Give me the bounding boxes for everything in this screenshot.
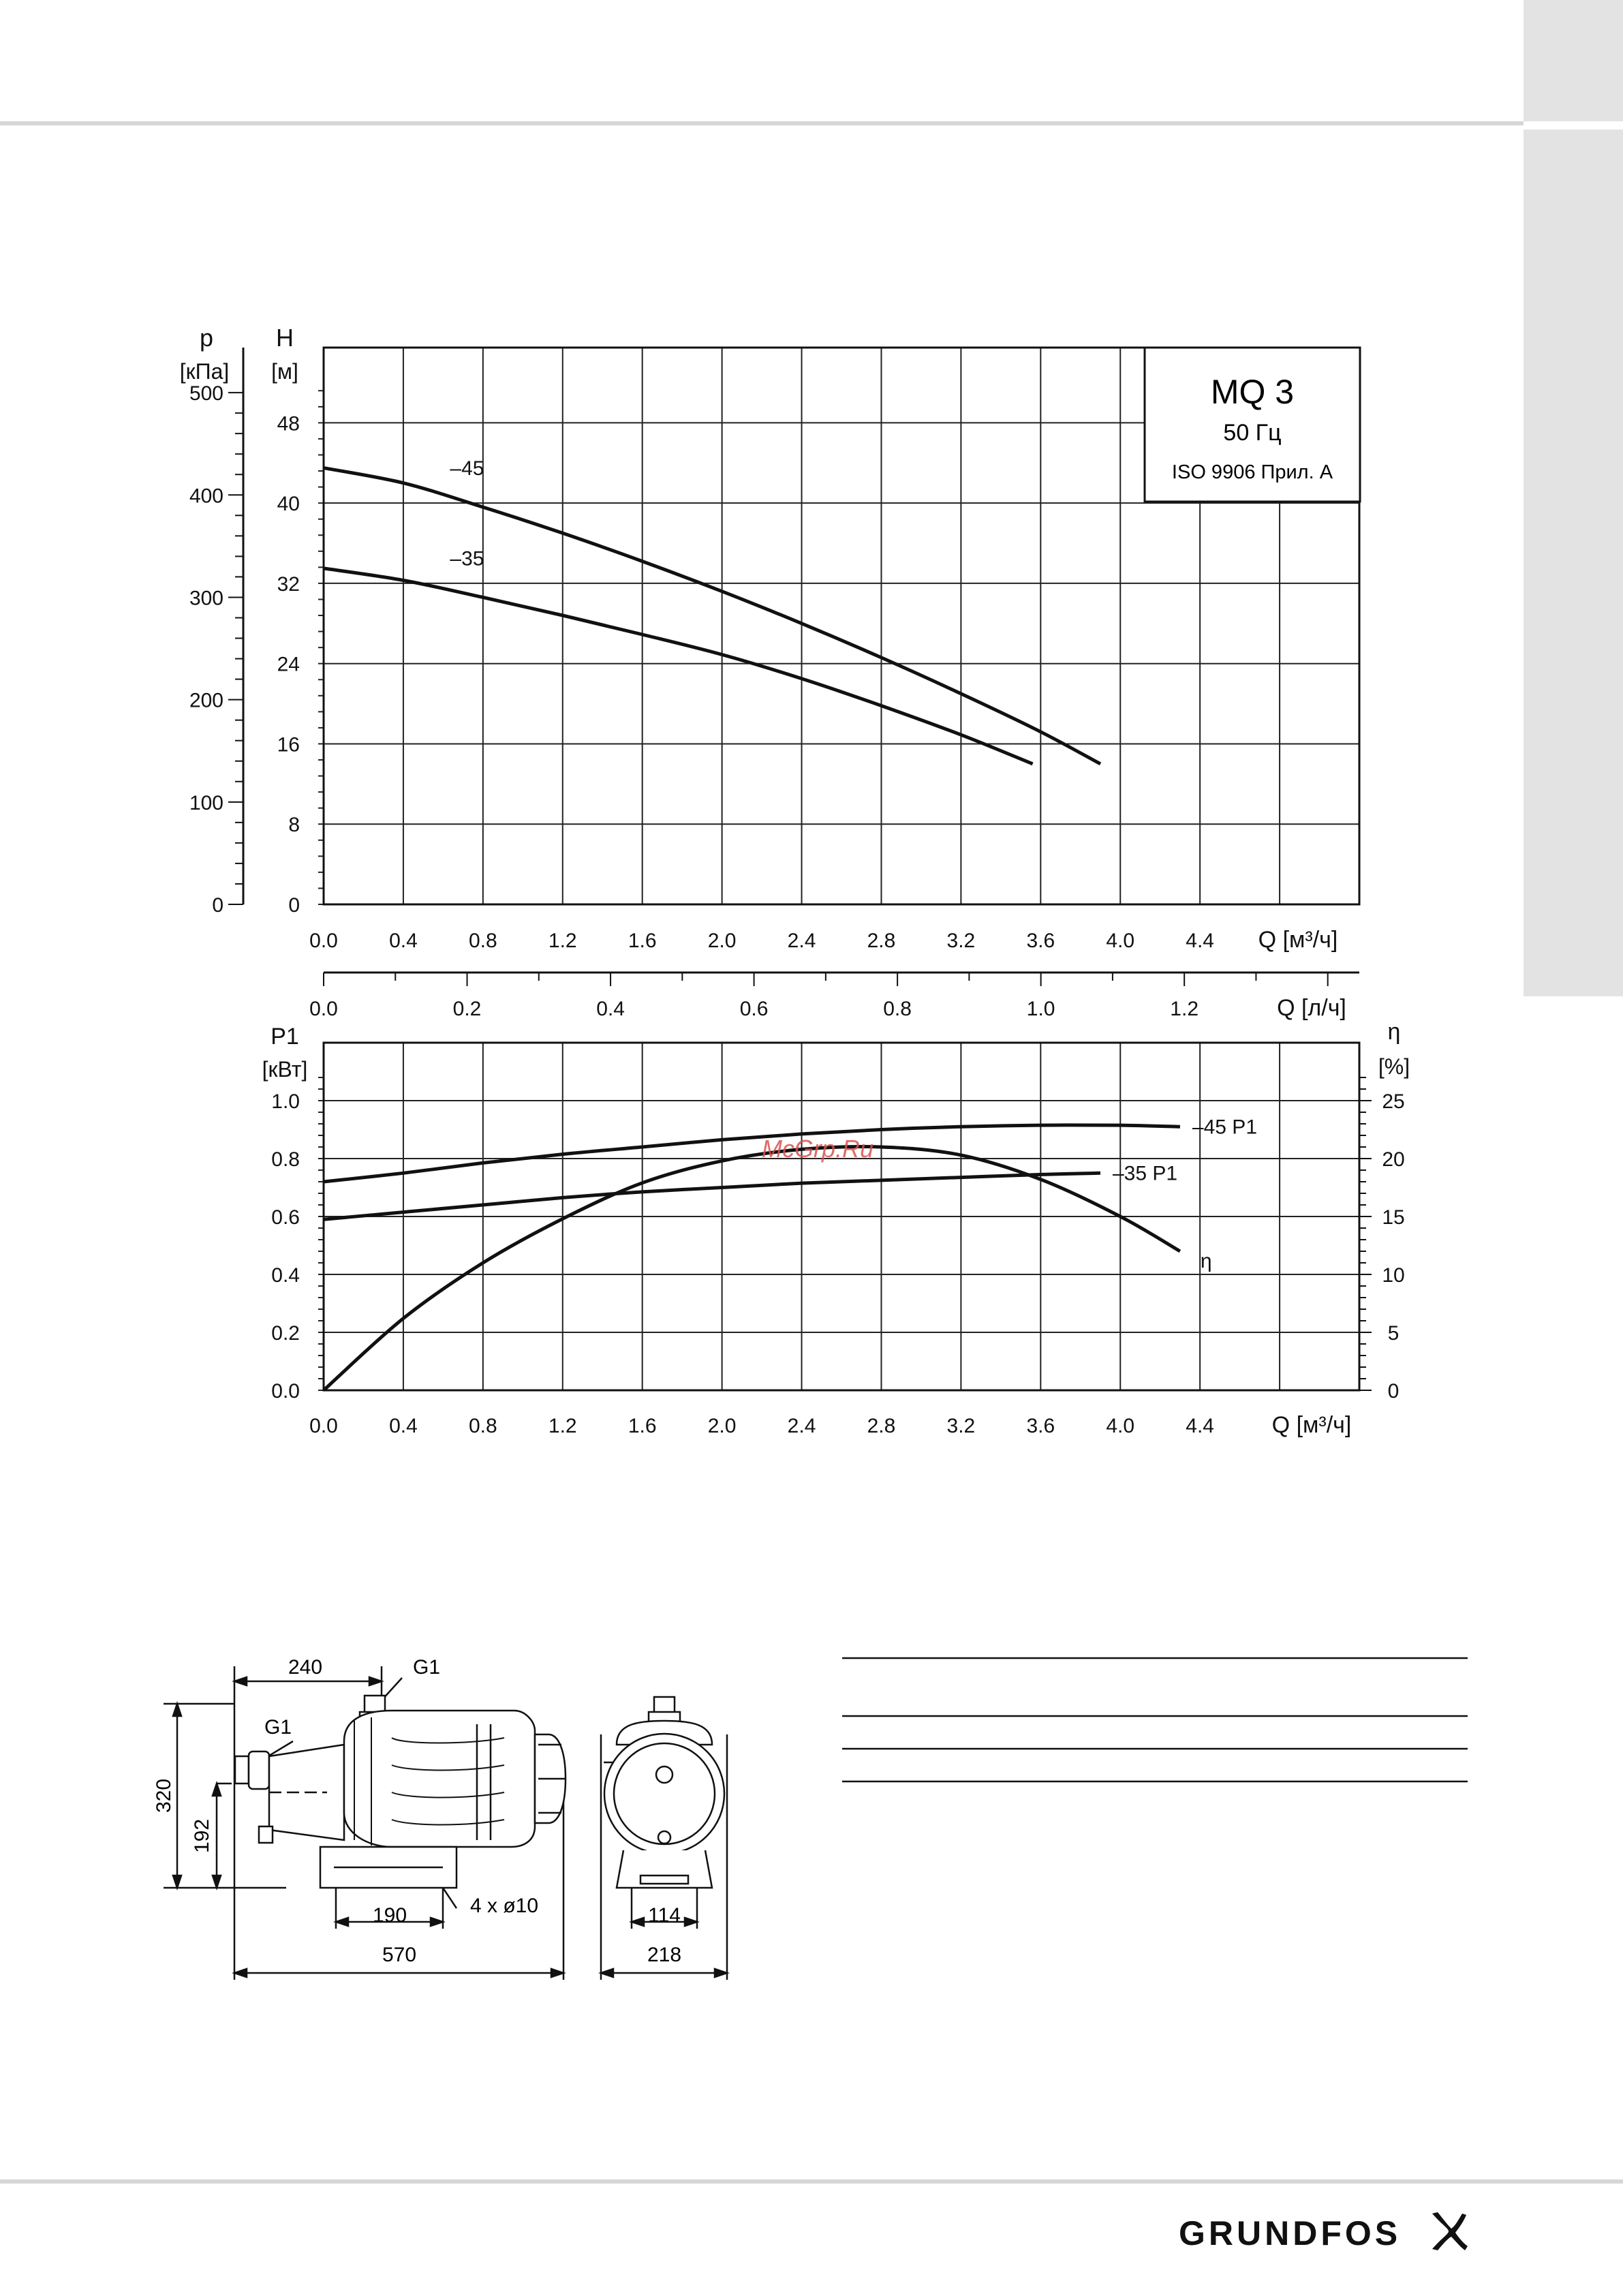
flow-lh-tick-label: 0.0 <box>309 998 338 1020</box>
dim-190: 190 <box>372 1904 407 1927</box>
x-tick-label: 4.0 <box>1106 930 1135 952</box>
standard-label: ISO 9906 Прил. A <box>1171 461 1333 483</box>
y-tick-label: 48 <box>277 412 300 435</box>
dimension-drawing-front <box>601 1697 727 1980</box>
eta-axis-unit: [%] <box>1378 1054 1410 1079</box>
x-tick-label: 4.4 <box>1186 1415 1215 1437</box>
pressure-tick-label: 300 <box>189 587 223 610</box>
y-tick-label: 1.0 <box>271 1090 300 1113</box>
flow-lh-tick-label: 0.2 <box>452 998 482 1020</box>
y-tick-label: 24 <box>277 653 300 676</box>
brand-name: GRUNDFOS <box>1179 2214 1402 2252</box>
model-label: MQ 3 <box>1210 373 1295 411</box>
y-tick-label: 0.2 <box>271 1322 300 1345</box>
pressure-tick-label: 200 <box>189 689 223 712</box>
grundfos-x-icon <box>1428 2208 1469 2254</box>
frequency-label: 50 Гц <box>1223 420 1282 446</box>
x-tick-label: 2.8 <box>867 1415 896 1437</box>
x-tick-label: 1.2 <box>548 1415 577 1437</box>
dim-192: 192 <box>191 1818 213 1854</box>
eta-tick-label: 0 <box>1387 1380 1400 1403</box>
flow-lh-tick-label: 1.2 <box>1170 998 1199 1020</box>
power-efficiency-chart <box>262 1019 1410 1438</box>
series-label: –45 <box>450 457 484 480</box>
y-tick-label: 0.8 <box>271 1148 300 1171</box>
eta-axis-symbol: η <box>1387 1019 1401 1045</box>
series-line-minus45 <box>324 468 1100 764</box>
flow-lh-tick-label: 0.6 <box>739 998 769 1020</box>
y-tick-label: 0 <box>288 894 300 917</box>
flow-lh-tick-label: 0.8 <box>883 998 912 1020</box>
x-tick-label: 0.0 <box>309 1415 338 1437</box>
y-tick-label: 0.6 <box>271 1206 300 1229</box>
flow-lh-axis <box>309 973 1359 1021</box>
y-tick-label: 8 <box>288 814 300 837</box>
x-tick-label: 0.4 <box>389 930 418 952</box>
x-tick-label: 0.0 <box>309 930 338 952</box>
x-tick-label: 0.8 <box>468 930 497 952</box>
eta-tick-label: 10 <box>1382 1264 1405 1287</box>
x-tick-label: 1.6 <box>628 1415 657 1437</box>
pressure-tick-label: 0 <box>212 894 223 917</box>
series-label: –35 <box>450 547 484 570</box>
pressure-axis-symbol: p <box>199 324 214 352</box>
x-tick-label: 4.4 <box>1186 930 1215 952</box>
x-tick-label: 2.4 <box>787 1415 816 1437</box>
series-line-2 <box>324 1146 1180 1390</box>
y-axis-symbol: P1 <box>270 1024 299 1050</box>
watermark: McGrp.Ru <box>761 1135 874 1163</box>
dim-holes: 4 x ø10 <box>469 1895 539 1917</box>
x-tick-label: 2.8 <box>867 930 896 952</box>
flow-lh-axis-label: Q [л/ч] <box>1277 995 1346 1021</box>
dim-320: 320 <box>153 1778 175 1813</box>
x-tick-label: 2.0 <box>707 930 737 952</box>
eta-tick-label: 20 <box>1382 1148 1405 1171</box>
x-tick-label: 2.4 <box>787 930 816 952</box>
series-line-minus35 <box>324 568 1033 764</box>
x-tick-label: 1.6 <box>628 930 657 952</box>
x-tick-label: 3.2 <box>946 930 976 952</box>
x-tick-label: 1.2 <box>548 930 577 952</box>
pressure-tick-label: 100 <box>189 791 223 814</box>
dim-570: 570 <box>382 1944 417 1966</box>
brand-logo <box>1179 2205 1479 2260</box>
dim-114: 114 <box>648 1904 681 1927</box>
eta-tick-label: 15 <box>1382 1206 1405 1229</box>
y-tick-label: 32 <box>277 572 300 596</box>
pressure-tick-label: 500 <box>189 382 223 405</box>
dimension-table <box>842 1658 1468 1781</box>
x-axis-label: Q [м³/ч] <box>1258 927 1338 953</box>
x-tick-label: 2.0 <box>707 1415 737 1437</box>
x-tick-label: 3.2 <box>946 1415 976 1437</box>
dim-g1-top: G1 <box>412 1656 441 1679</box>
y-tick-label: 40 <box>277 493 300 516</box>
x-tick-label: 4.0 <box>1106 1415 1135 1437</box>
y-tick-label: 0.0 <box>271 1380 300 1403</box>
y-tick-label: 0.4 <box>271 1264 300 1287</box>
dim-240: 240 <box>288 1656 323 1679</box>
y-axis-unit: [кВт] <box>262 1057 308 1082</box>
model-legend-box <box>1145 348 1360 502</box>
y-axis-unit: [м] <box>271 359 298 384</box>
x-tick-label: 3.6 <box>1026 1415 1055 1437</box>
dimension-drawing-side <box>164 1666 566 1980</box>
x-tick-label: 0.8 <box>468 1415 497 1437</box>
x-tick-label: 0.4 <box>389 1415 418 1437</box>
x-axis-label: Q [м³/ч] <box>1271 1412 1352 1438</box>
x-tick-label: 3.6 <box>1026 930 1055 952</box>
eta-tick-label: 25 <box>1382 1090 1405 1113</box>
y-axis-symbol: H <box>276 324 294 352</box>
series-label: η <box>1200 1250 1212 1272</box>
dim-g1-side: G1 <box>264 1716 292 1739</box>
series-label: –45 P1 <box>1192 1116 1258 1139</box>
series-line-1 <box>324 1173 1100 1219</box>
flow-lh-tick-label: 1.0 <box>1026 998 1055 1020</box>
y-tick-label: 16 <box>277 733 300 756</box>
eta-tick-label: 5 <box>1387 1322 1400 1345</box>
pressure-axis-unit: [кПа] <box>179 359 230 384</box>
dim-218: 218 <box>647 1944 682 1966</box>
pressure-tick-label: 400 <box>189 485 223 508</box>
flow-lh-tick-label: 0.4 <box>596 998 625 1020</box>
series-label: –35 P1 <box>1113 1162 1178 1185</box>
dimension-labels-front <box>647 1904 681 1966</box>
